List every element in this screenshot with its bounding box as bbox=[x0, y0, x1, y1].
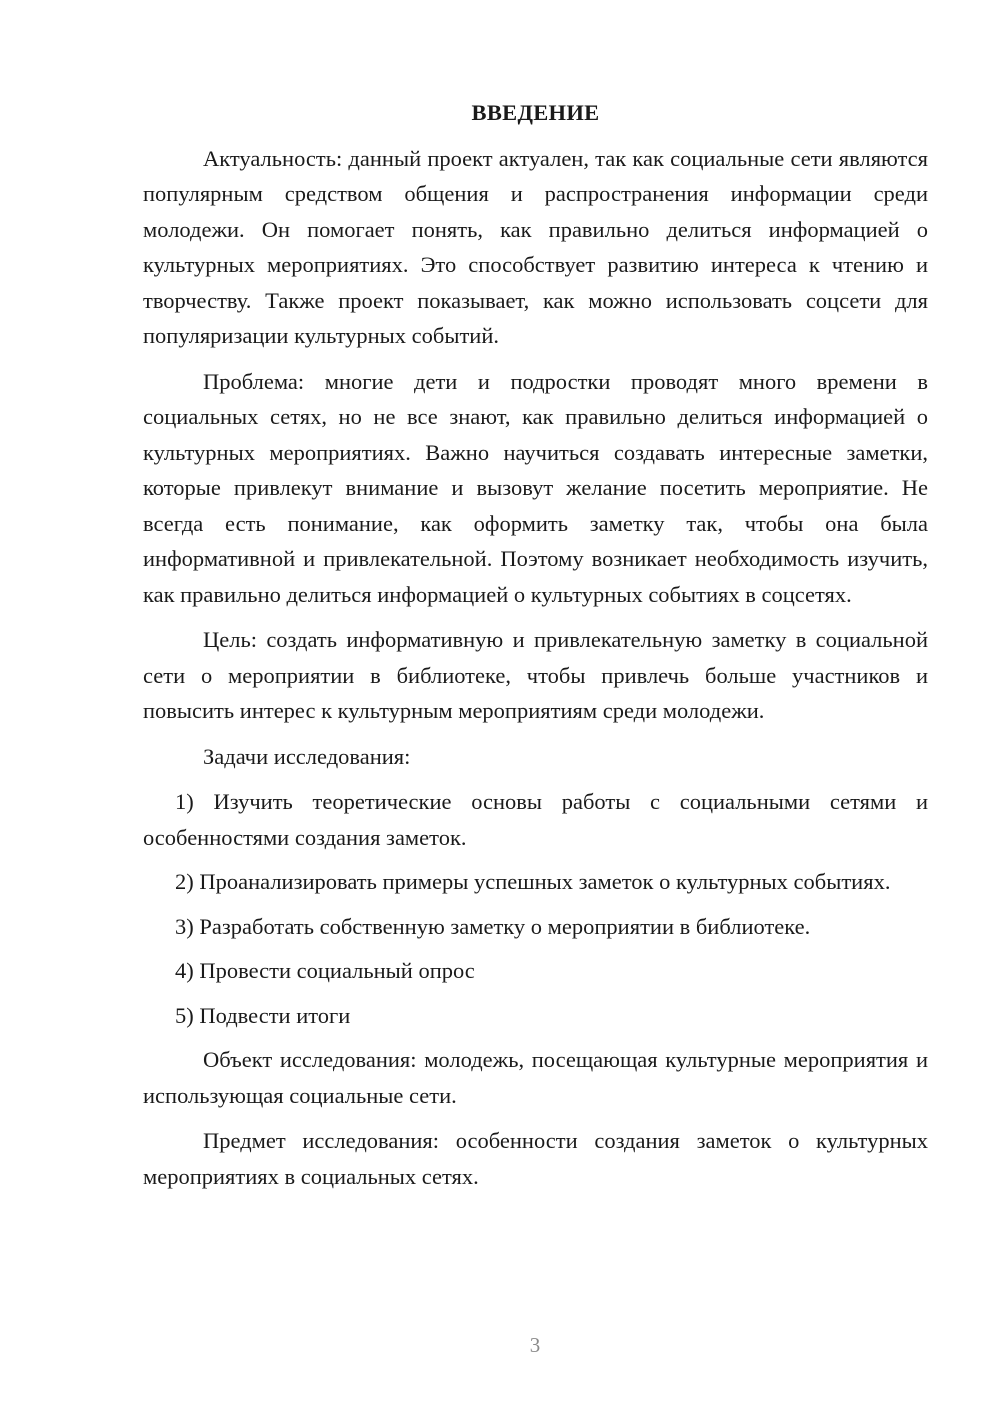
task-item-4: 4) Провести социальный опрос bbox=[175, 958, 475, 983]
relevance-paragraph: Актуальность: данный проект актуален, так как социальные сети являются популярным средством общения и распространения информации среди молодежи. Он помогает понять, как правильно делиться информацией о культурных мероприятиях. Это способствует развитию интереса к чтению и творчеству. Также проект показывает, как можно использовать соцсети для популяризации культурных событий. bbox=[143, 145, 928, 348]
problem-paragraph: Проблема: многие дети и подростки проводят много времени в социальных сетях, но не все знают, как правильно делиться информацией о культурных мероприятиях. Важно научиться создавать интересные заметки, которые привлекут внимание и вызовут желание посетить мероприятие. Не всегда есть понимание, как оформить заметку так, чтобы она была информативной и привлекательной. Поэтому возникает необходимость изучить, как правильно делиться информацией о культурных событиях в соцсетях. bbox=[143, 368, 928, 607]
research-subject-paragraph: Предмет исследования: особенности создания заметок о культурных мероприятиях в социальных сетях. bbox=[143, 1128, 928, 1189]
tasks-heading: Задачи исследования: bbox=[203, 743, 411, 769]
page-content bbox=[143, 95, 928, 1194]
task-item-3: 3) Разработать собственную заметку о мероприятии в библиотеке. bbox=[175, 913, 811, 939]
goal-paragraph: Цель: создать информативную и привлекательную заметку в социальной сети о мероприятии в библиотеке, чтобы привлечь больше участников и повысить интерес к культурным мероприятиям среди молодежи. bbox=[143, 627, 928, 723]
research-object-paragraph: Объект исследования: молодежь, посещающая культурные мероприятия и использующая социальные сети. bbox=[143, 1047, 928, 1108]
page-title: ВВЕДЕНИЕ bbox=[471, 100, 600, 125]
task-item-2: 2) Проанализировать примеры успешных заметок о культурных событиях. bbox=[175, 869, 891, 894]
task-item-5: 5) Подвести итоги bbox=[175, 1002, 351, 1028]
task-item-1: 1) Изучить теоретические основы работы с социальными сетями и особенностями создания заметок. bbox=[143, 789, 928, 850]
page-number: 3 bbox=[529, 1333, 541, 1357]
